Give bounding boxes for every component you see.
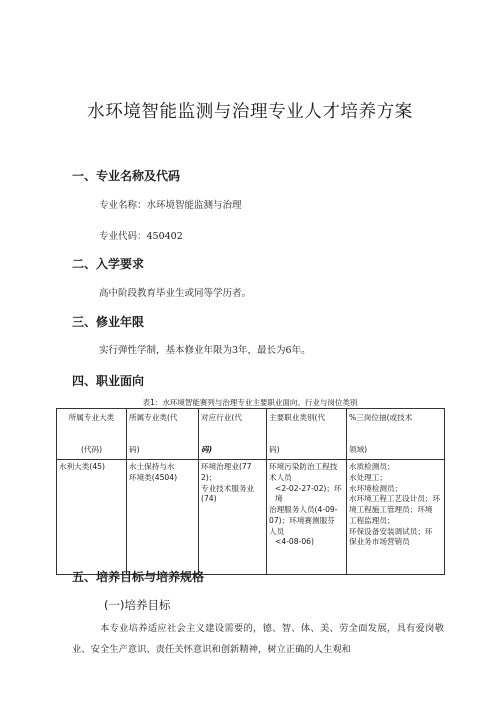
table-header-cell [347, 409, 445, 460]
cell-text: 水环境工程工艺设计员；环 [349, 494, 441, 504]
subsection-heading-goal: (一)培养目标 [104, 598, 171, 612]
cell-text: 环保设备安装调试员；环 [349, 526, 433, 536]
table-cell-category [57, 460, 127, 575]
cell-text: 水利大类(45) [59, 462, 105, 471]
header-text: 所属专业类(代 [129, 413, 178, 422]
table-cell-positions [347, 460, 445, 575]
cell-text: 环境治理业(772)； [201, 462, 252, 482]
table-caption: 表1：水环境智能赛列与治理专业主要职业面向、行业与岗位类别 [142, 398, 358, 407]
cell-text: 水环境检测员； [349, 483, 403, 493]
cell-text: 水土保持与水 [129, 462, 175, 471]
cell-text: 境工程施工管理员；环境 [349, 505, 433, 515]
table-header-cell [199, 409, 267, 460]
table-row [57, 460, 445, 575]
cell-text: 07)；环境赛测服芬 [269, 515, 335, 525]
table-header-cell [57, 409, 127, 460]
goal-paragraph: 本专业培养适应社会主义建设需要的，德、智、体、美、劳全面发展，具有爱岗敬业、安全生产意识、责任关怀意识和创新精神，树立正确的人生观和 [72, 623, 444, 655]
cell-text: 保业务市场营销员 [349, 537, 410, 547]
section-heading-objectives: 五、培养目标与培养规格 [72, 570, 205, 584]
table-cell-subcategory [127, 460, 199, 575]
table-header-row [57, 409, 445, 460]
table-cell-occupation [267, 460, 347, 575]
header-text: 码) [129, 445, 140, 455]
table-header-cell [127, 409, 199, 460]
major-code-line: 专业代码：450402 [99, 231, 183, 242]
career-table [56, 408, 445, 575]
header-text: 码) [269, 445, 280, 455]
header-text: 主要职业类别(代 [269, 413, 326, 422]
table-cell-industry [199, 460, 267, 575]
cell-text: (74) [201, 494, 217, 504]
section-heading-career: 四、职业面向 [72, 374, 145, 388]
header-text: (代码) [80, 445, 103, 455]
header-text: 所属专业大类 [68, 413, 115, 422]
cell-text: 术人员 [269, 472, 292, 482]
table-header-cell [267, 409, 347, 460]
cell-text: <4-08-06) [275, 537, 314, 547]
admission-text: 高中阶段教育毕业生或同等学历者。 [99, 288, 252, 299]
header-text: 对应行业(代 [201, 413, 242, 422]
cell-text: 人员 [269, 526, 285, 536]
document-title: 水环境智能监测与治理专业人才培养方案 [87, 102, 413, 122]
cell-text: 环境污染防治工程技 [269, 462, 338, 471]
header-text: 领域) [349, 445, 368, 455]
duration-text: 实行弹性学制，基本修业年限为3年，最长为6年。 [99, 345, 311, 356]
header-text: %三岗位抽(或技术 [349, 413, 413, 422]
cell-text: 水处理工； [349, 472, 387, 482]
major-name-line: 专业名称：水环境智能监测与治理 [99, 200, 242, 211]
cell-text: 工程监理员； [349, 515, 395, 525]
section-heading-duration: 三、修业年限 [72, 315, 145, 329]
cell-text: 治理服务人员(4-09- [269, 505, 338, 515]
cell-text: 环境类(4504) [129, 472, 178, 482]
section-heading-major-name: 一、专业名称及代码 [72, 169, 181, 183]
cell-text: <2-02-27-02)；环境 [275, 483, 342, 504]
cell-text: 水质检测员； [349, 462, 395, 471]
section-heading-admission: 二、入学要求 [72, 257, 145, 271]
cell-text: 专业技术服务业 [201, 483, 255, 493]
header-text: 码) [201, 445, 213, 455]
